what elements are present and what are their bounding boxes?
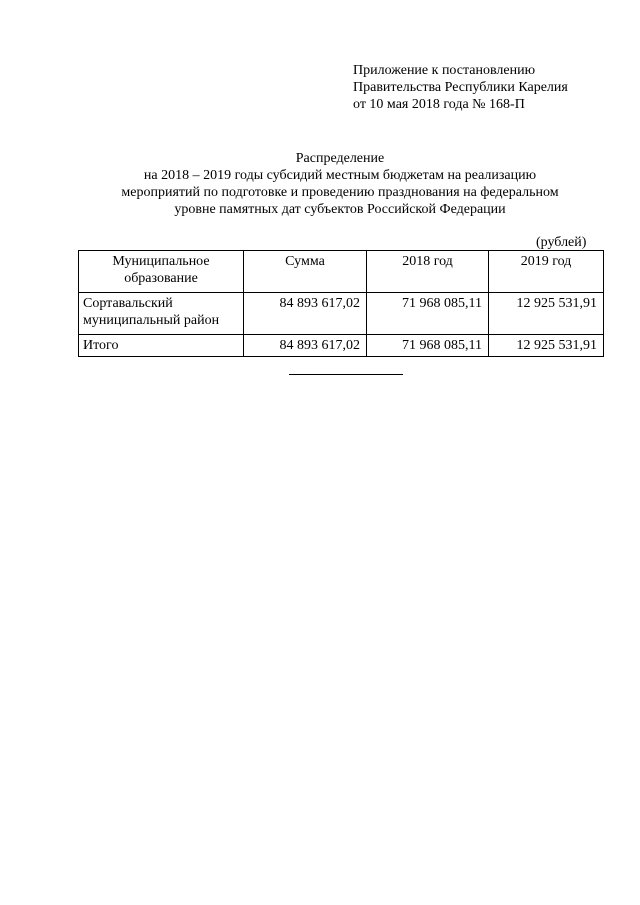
header-municipality-line-2: образование — [124, 271, 198, 286]
row-2019: 12 925 531,91 — [489, 293, 604, 335]
closing-rule-divider — [289, 374, 403, 375]
table-header-row — [79, 251, 604, 293]
row-municipality — [79, 293, 244, 335]
header-year-2018: 2018 год — [367, 251, 489, 293]
document-title — [78, 150, 602, 218]
total-2018: 71 968 085,11 — [367, 335, 489, 357]
total-sum: 84 893 617,02 — [244, 335, 367, 357]
appendix-line-2: Правительства Республики Карелия — [353, 80, 568, 95]
row-sum: 84 893 617,02 — [244, 293, 367, 335]
title-line-1: Распределение — [295, 151, 385, 166]
appendix-line-1: Приложение к постановлению — [353, 63, 536, 78]
budget-table — [78, 250, 604, 357]
header-municipality — [79, 251, 244, 293]
table-total-row — [79, 335, 604, 357]
units-label: (рублей) — [536, 235, 587, 250]
row-municipality-line-2: муниципальный район — [83, 313, 220, 328]
header-municipality-line-1: Муниципальное — [112, 254, 210, 269]
row-2018: 71 968 085,11 — [367, 293, 489, 335]
row-municipality-line-1: Сортавальский — [83, 296, 173, 311]
title-line-2: на 2018 – 2019 годы субсидий местным бюджетам на реализацию — [143, 168, 537, 183]
appendix-line-3: от 10 мая 2018 года № 168-П — [353, 97, 525, 112]
total-2019: 12 925 531,91 — [489, 335, 604, 357]
header-sum: Сумма — [244, 251, 367, 293]
total-label: Итого — [79, 335, 244, 357]
title-line-3: мероприятий по подготовке и проведению празднования на федеральном — [121, 185, 559, 200]
header-year-2019: 2019 год — [489, 251, 604, 293]
table-row — [79, 293, 604, 335]
appendix-header — [353, 62, 623, 113]
title-line-4: уровне памятных дат субъектов Российской Федерации — [174, 202, 506, 217]
